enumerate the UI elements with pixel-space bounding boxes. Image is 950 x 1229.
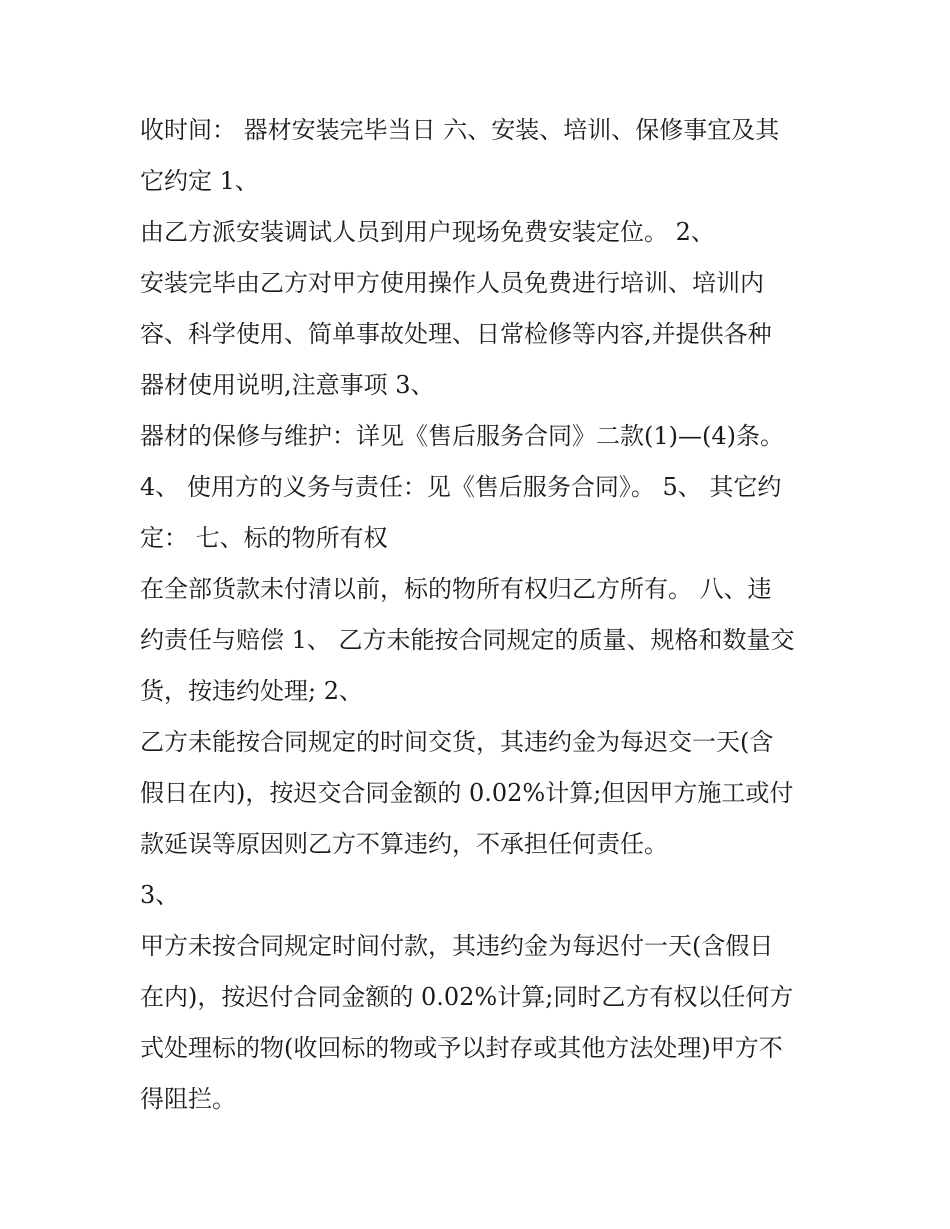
text-line-13: 乙方未能按合同规定的时间交货，其违约金为每迟交一天(含 [140,728,774,756]
text-line-12: 货，按违约处理; 2、 [140,677,363,705]
text-line-14: 假日在内)，按迟交合同金额的 0.02%计算;但因甲方施工或付 [140,779,794,807]
text-line-1: 收时间： 器材安装完毕当日 六、安装、培训、保修事宜及其 [140,116,780,144]
text-line-10: 在全部货款未付清以前，标的物所有权归乙方所有。 八、违 [140,575,772,603]
text-line-4: 安装完毕由乙方对甲方使用操作人员免费进行培训、培训内 [140,269,764,297]
text-line-19: 式处理标的物(收回标的物或予以封存或其他方法处理)甲方不 [140,1034,783,1062]
text-line-5: 容、科学使用、简单事故处理、日常检修等内容,并提供各种 [140,320,772,348]
text-line-11: 约责任与赔偿 1、 乙方未能按合同规定的质量、规格和数量交 [140,626,795,654]
text-line-2: 它约定 1、 [140,167,259,195]
text-line-9: 定： 七、标的物所有权 [140,524,388,552]
text-line-6: 器材使用说明,注意事项 3、 [140,371,435,399]
text-line-20: 得阻拦。 [140,1085,236,1113]
text-line-15: 款延误等原因则乙方不算违约，不承担任何责任。 [140,830,668,858]
text-line-18: 在内)，按迟付合同金额的 0.02%计算;同时乙方有权以任何方 [140,983,794,1011]
text-line-3: 由乙方派安装调试人员到用户现场免费安装定位。 2、 [140,218,715,246]
text-line-8: 4、 使用方的义务与责任：见《售后服务合同》。 5、 其它约 [140,473,782,501]
text-line-7: 器材的保修与维护：详见《售后服务合同》二款(1)—(4)条。 [140,422,784,450]
text-line-16: 3、 [140,881,180,909]
text-line-17: 甲方未按合同规定时间付款，其违约金为每迟付一天(含假日 [140,932,774,960]
contract-text-block [140,110,820,1130]
